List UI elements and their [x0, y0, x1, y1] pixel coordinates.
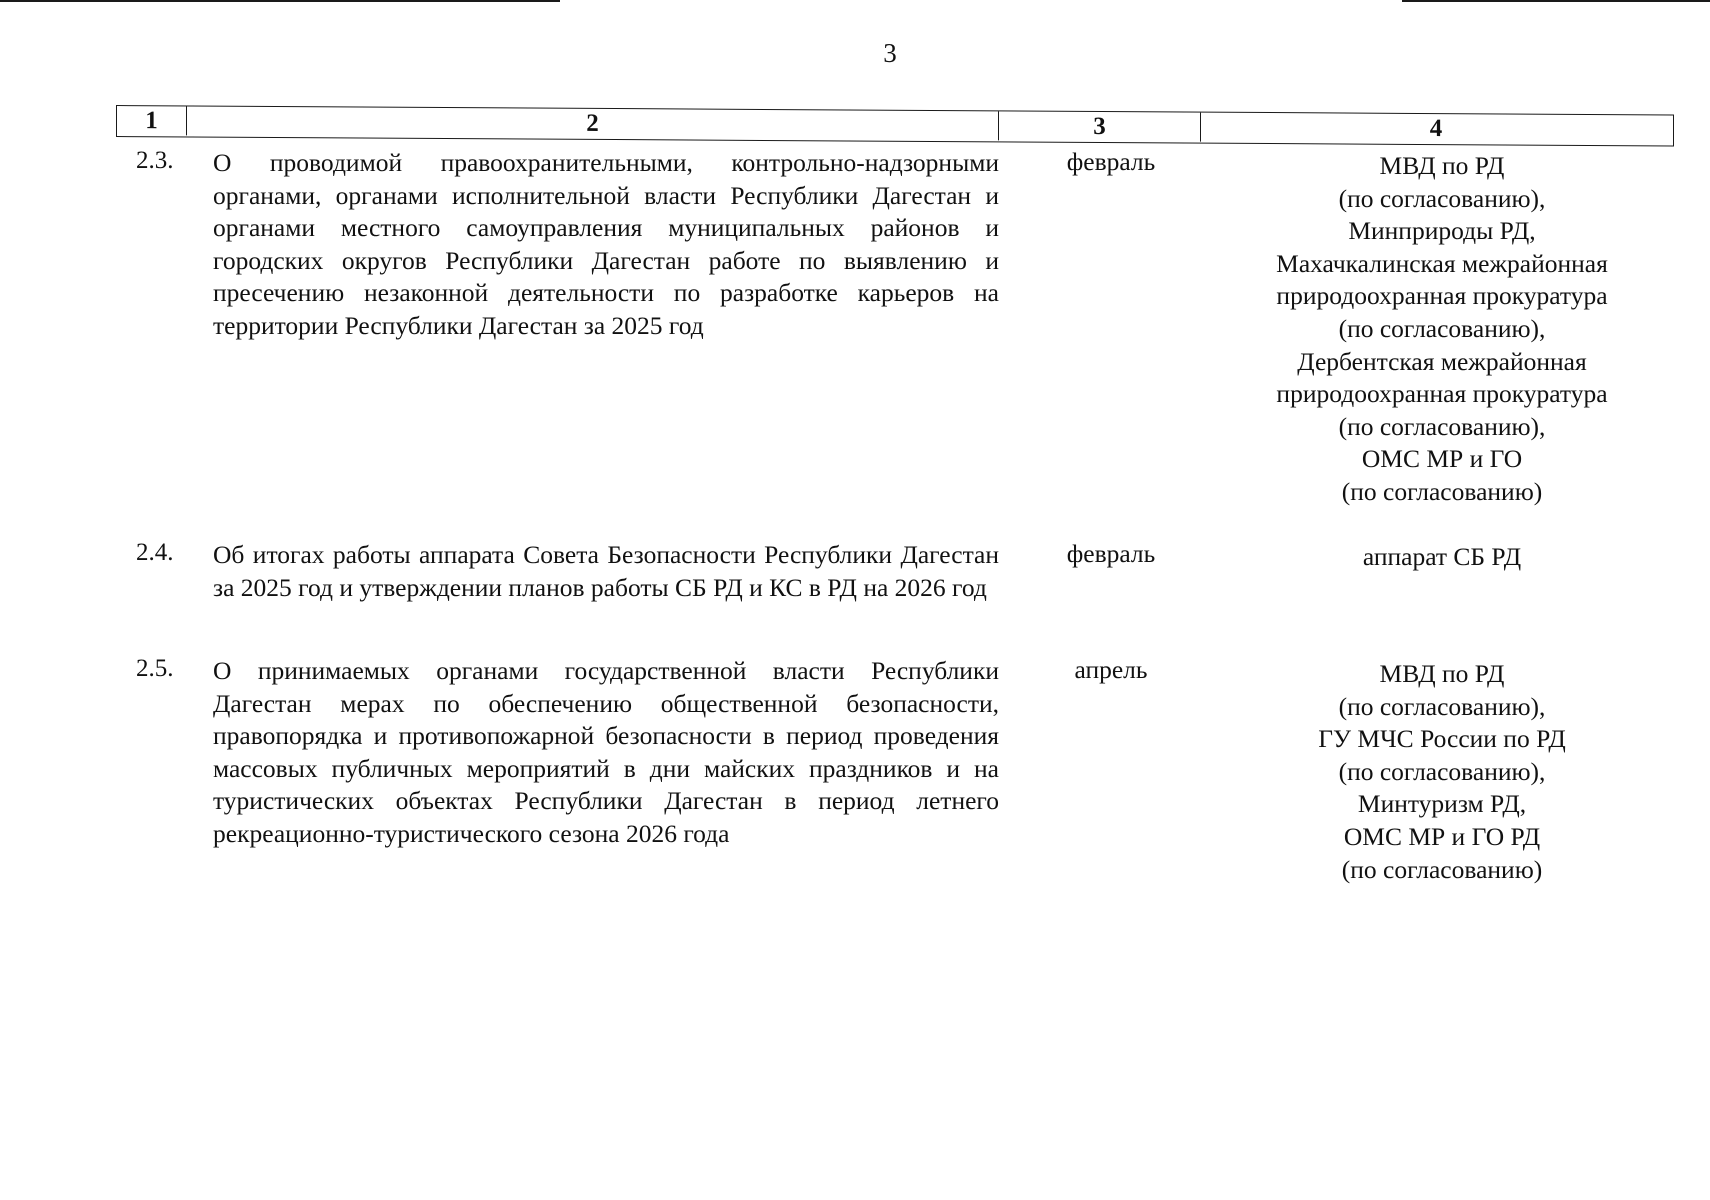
- row-description: О принимаемых органами государственной власти Республики Дагестан мерах по обеспечению общественной безопасности, правопорядка и противопожарной безопасности в период проведения массовых публичных мероприятий в дни майских праздников и на туристических объектах Республики Дагестан в период летнего рекреационно-туристического сезона 2026 года: [213, 656, 999, 848]
- responsible-line: (по согласованию),: [1338, 313, 1546, 343]
- responsible-line: (по согласованию),: [1338, 411, 1546, 441]
- row-responsible: [1232, 150, 1652, 509]
- responsible-line: ГУ МЧС России по РД: [1318, 724, 1566, 754]
- responsible-line: (по согласованию),: [1338, 183, 1546, 213]
- page-number: 3: [883, 38, 897, 68]
- row-responsible: [1232, 541, 1652, 574]
- row-description: О проводимой правоохранительными, контрольно-надзорными органами, органами исполнительной власти Республики Дагестан и органами местного самоуправления муниципальных районов и городских округов Республики Дагестан работе по выявлению и пресечению незаконной деятельности по разработке карьеров на территории Республики Дагестан за 2025 год: [213, 148, 999, 340]
- row-term: февраль: [1066, 147, 1156, 176]
- row-number: 2.5.: [136, 655, 174, 682]
- row-number: 2.4.: [136, 539, 174, 566]
- row-term: февраль: [1066, 539, 1156, 568]
- responsible-line: Махачкалинская межрайонная: [1276, 248, 1608, 278]
- row-description: Об итогах работы аппарата Совета Безопасности Республики Дагестан за 2025 год и утверждении планов работы СБ РД и КС в РД на 2026 год: [213, 540, 999, 602]
- row-term: апрель: [1074, 655, 1148, 684]
- scan-edge-line-left: [0, 0, 560, 2]
- responsible-line: природоохранная прокуратура: [1276, 379, 1608, 409]
- responsible-line: природоохранная прокуратура: [1276, 281, 1608, 311]
- responsible-line: ОМС МР и ГО РД: [1343, 821, 1541, 851]
- responsible-line: Минтуризм РД,: [1357, 789, 1527, 819]
- row-number: 2.3.: [136, 147, 174, 174]
- responsible-line: МВД по РД: [1379, 659, 1505, 688]
- header-col-3: 3: [999, 111, 1201, 141]
- header-col-2: 2: [187, 106, 999, 140]
- responsible-line: МВД по РД: [1379, 151, 1505, 180]
- responsible-line: (по согласованию): [1341, 476, 1543, 506]
- responsible-line: Минприроды РД,: [1348, 216, 1536, 246]
- scan-edge-line-right: [1402, 0, 1710, 2]
- header-col-1: 1: [117, 106, 187, 135]
- responsible-line: аппарат СБ РД: [1362, 542, 1522, 571]
- responsible-line: (по согласованию),: [1338, 691, 1546, 721]
- responsible-line: (по согласованию),: [1338, 756, 1546, 786]
- table-header-row: [116, 105, 1674, 147]
- responsible-line: ОМС МР и ГО: [1361, 444, 1523, 474]
- row-responsible: [1232, 658, 1652, 886]
- responsible-line: Дербентская межрайонная: [1297, 346, 1587, 376]
- header-col-4: 4: [1429, 115, 1443, 143]
- responsible-line: (по согласованию): [1341, 854, 1543, 884]
